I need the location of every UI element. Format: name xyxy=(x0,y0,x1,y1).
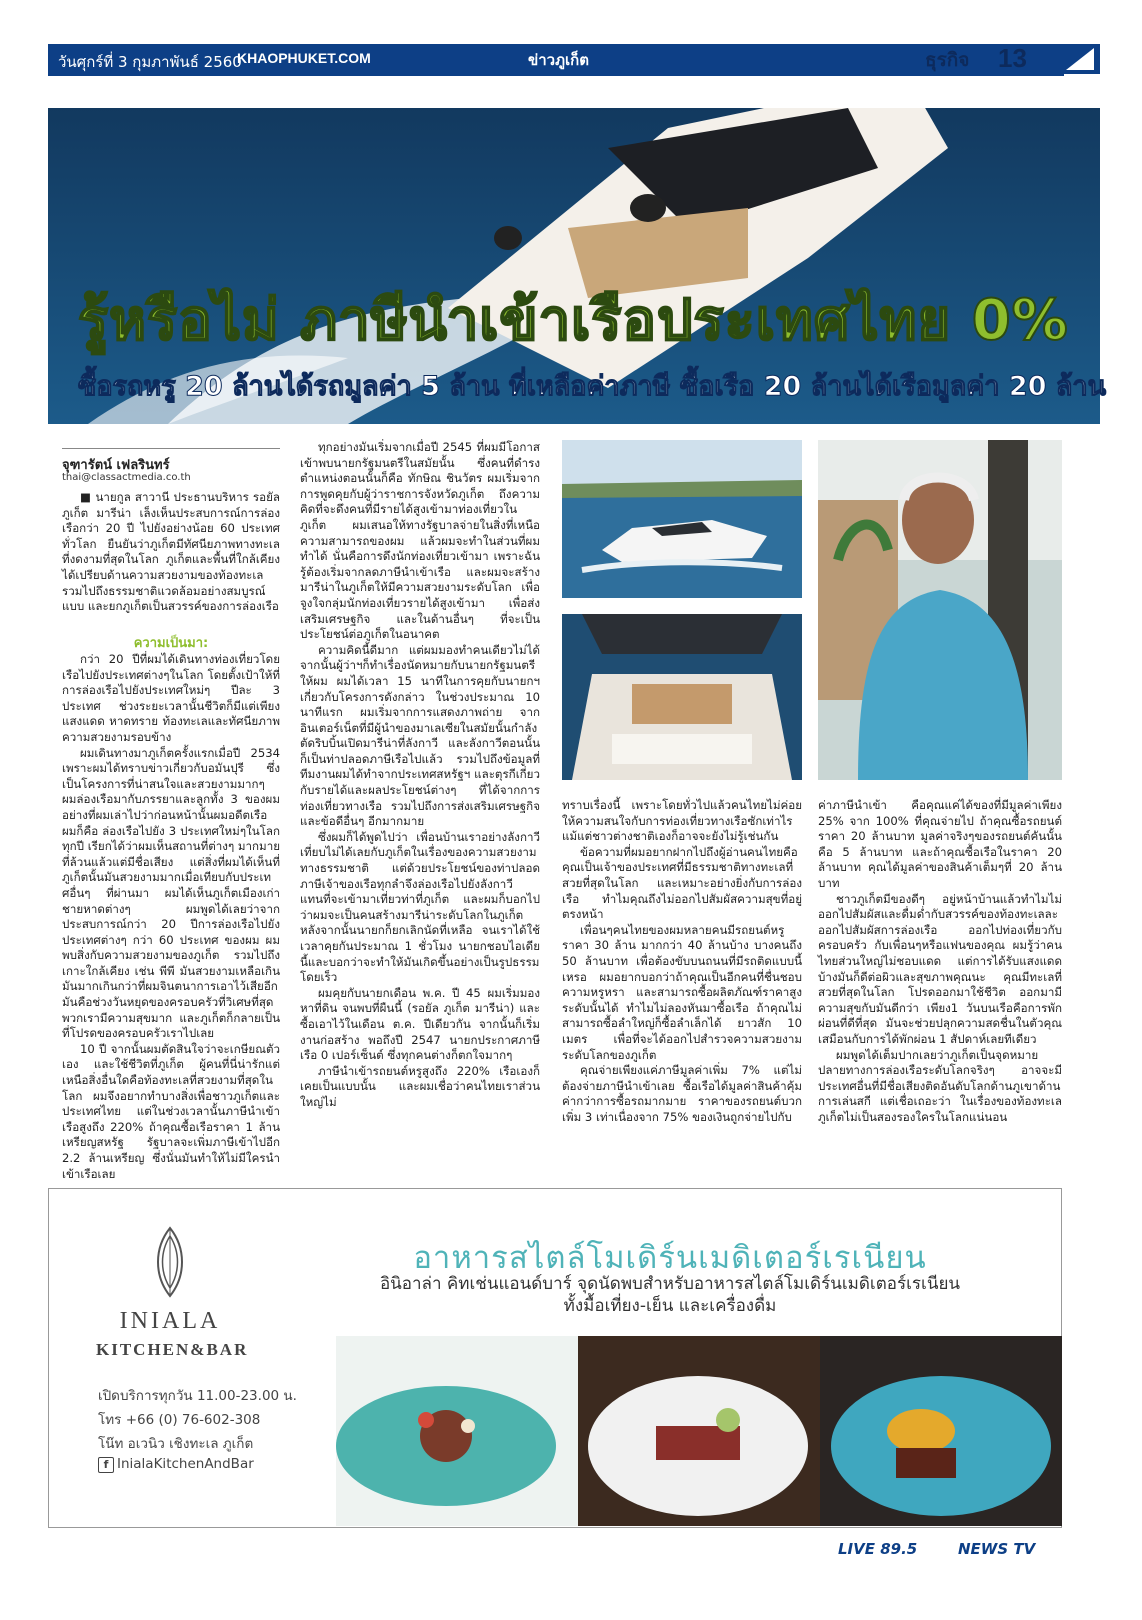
corner-arrow-icon xyxy=(1060,44,1100,74)
ad-description-line2: ทั้งมื้อเที่ยง-เย็น และเครื่องดื่ม xyxy=(563,1296,777,1316)
paragraph: ความคิดนี้ดีมาก แต่ผมมองทำคนเดียวไม่ได้ จากนั้นผู้ว่าฯก็ทำเรื่องนัดหมายกับนายกรัฐมนตรีให้ผม ผมได้เวลา 15 นาทีในการคุยกับนายกฯ เกี่ยวกับโครงการดังกล่าว ในช่วงประมาณ 10 นาทีแรก ผมเริ่มจากการแสดงภาพถ่าย จากอินเตอร์เน็ตที่มีผู้นำของมาเลเซียในสมัยนั้นกำลังตัดริบบิ้นเปิดมารีน่าที่ลังกาวี และลังกาวีตอนนั้นก็เป็นท่าปลอดภาษีเรือไปแล้ว รวมไปถึงข้อมูลที่ทีมงานผมได้ทำจากประเทศสหรัฐฯ และตุรกีเกี่ยวกับรายได้และผลประโยชน์ต่างๆ ที่ได้จากการท่องเที่ยวทางเรือ รวมไปถึงการส่งเสริมเศรษฐกิจและข้อดีอื่นๆ อีกมากมาย xyxy=(300,642,540,829)
ad-description: อินิอาล่า คิทเช่นแอนด์บาร์ จุดนัดพบสำหรับอาหารสไตล์โมเดิร์นเมดิเตอร์เรเนียน xyxy=(379,1274,961,1294)
facebook-icon: f xyxy=(98,1457,114,1473)
paragraph: ผมพูดได้เต็มปากเลยว่าภูเก็ตเป็นจุดหมายปลายทางการล่องเรือระดับโลกจริงๆ อาจจะมีประเทศอื่นที่มีชื่อเสียงติดอันดับโลกด้านภูเขาด้านการเล่นสกี แต่เชื่อเถอะว่า ในเรื่องของท้องทะเล ภูเก็ตไม่เป็นสองรองใครในโลกแน่นอน xyxy=(818,1047,1062,1124)
ad-facebook-handle: InialaKitchenAndBar xyxy=(117,1456,254,1472)
site-url[interactable]: KHAOPHUKET.COM xyxy=(237,50,371,66)
headline: รู้หรือไม่ ภาษีนำเข้าเรือประเทศไทย 0% xyxy=(78,288,1069,353)
section-name: ธุรกิจ xyxy=(925,49,970,71)
sub-headline: ซื้อรถหรู 20 ล้านได้รถมูลค่า 5 ล้าน ที่เหลือค่าภาษี ซื้อเรือ 20 ล้านได้เรือมูลค่า 20 ล้าน xyxy=(78,371,1107,402)
article-column-1 xyxy=(62,652,280,1182)
paragraph: เพื่อนๆคนไทยของผมหลายคนมีรถยนต์หรู ราคา 30 ล้าน มากกว่า 40 ล้านบ้าง บางคนถึง 50 ล้านบาท เพื่อต้องขับบนถนนที่มีรถติดแบบนี้ เหรอ ผมอยากบอกว่าถ้าคุณเป็นอีกคนที่ชื่นชอบความหรูหรา และสามารถซื้อผลิตภัณฑ์ราคาสูงระดับนั้นได้ ทำไมไม่ลองหันมาซื้อเรือ ถ้าคุณไม่สามารถซื้อลำใหญ่ก็ซื้อลำเล็กได้ ยาวสัก 10 เมตร เพื่อที่จะได้ออกไปสำรวจความสวยงามระดับโลกของภูเก็ต xyxy=(562,922,802,1062)
iniala-logo-icon xyxy=(140,1222,200,1302)
paragraph: ซึ่งผมก็ได้พูดไปว่า เพื่อนบ้านเราอย่างลังกาวีเที่ยบไม่ได้เลยกับภูเก็ตในเรื่องของความสวยงามทางธรรมชาติ แต่ด้วยประโยชน์ของท่าปลอดภาษีเจ้าของเรือทุกลำจึงล่องเรือไปยังลังกาวีแทนที่จะเข้ามาเที่ยวท่าที่ภูเก็ต และผมก็บอกไปว่าผมจะเป็นคนสร้างมารีน่าระดับโลกในภูเก็ต หลังจากนั้นนายกก็ยกเลิกนัดที่เหลือ จนเราได้ใช้เวลาคุยกันประมาณ 1 ชั่วโมง นายกชอบไอเดียนี้และบอกว่าจะทำให้มันเกิดขึ้นอย่างเป็นรูปธรรมโดยเร็ว xyxy=(300,829,540,985)
byline-rule xyxy=(62,448,280,449)
paragraph: 10 ปี จากนั้นผมตัดสินใจว่าจะเกษียณตัวเอง และใช้ชีวิตที่ภูเก็ต ผู้คนที่นี่น่ารักแต่เหนือสิ่งอื่นใดคือท้องทะเลที่สวยงามที่สุดในโลก ผมจึงอยากทำบางสิ่งเพื่อชาวภูเก็ตและประเทศไทย แต่ในช่วงเวลานั้นภาษีนำเข้าเรือสูงถึง 220% ถ้าคุณซื้อเรือราคา 1 ล้านเหรียญสหรัฐ รัฐบาลจะเพิ่มภาษีเข้าไปอีก 2.2 ล้านเหรียญ ซึ่งนั่นมันทำให้ไม่มีใครนำเข้าเรือเลย xyxy=(62,1041,280,1181)
ad-phone[interactable]: โทร +66 (0) 76-602-308 xyxy=(98,1412,261,1428)
author-email[interactable]: thai@classactmedia.co.th xyxy=(62,472,191,483)
footer-live-logo: LIVE 89.5 xyxy=(838,1540,918,1558)
paragraph: ผมคุยกับนายกเดือน พ.ค. ปี 45 ผมเริ่มมองหาที่ดิน จนพบที่ผืนนี้ (รอยัล ภูเก็ต มารีน่า) และซื้อเอาไว้ในเดือน ต.ค. ปีเดียวกัน จากนั้นก็เริ่มงานก่อสร้าง พอถึงปี 2547 นายกประกาศภาษีเรือ 0 เปอร์เซ็นต์ ซึ่งทุกคนต่างก็ตกใจมากๆ xyxy=(300,985,540,1063)
paragraph: กว่า 20 ปีที่ผมได้เดินทางท่องเที่ยวโดยเรือไปยังประเทศต่างๆในโลก โดยตั้งเป้าให้ที่การล่องเรือไปยังประเทศใหม่ๆ ปีละ 3 ประเทศ ช่วงระยะเวลานั้นชีวิตก็มีแต่เพียงแสงแดด หาดทราย ท้องทะเลและทัศนียภาพความสวยงามรอบข้าง xyxy=(62,652,280,744)
article-intro xyxy=(62,490,280,615)
paragraph: ภาษีนำเข้ารถยนต์หรูสูงถึง 220% เรือเองก็เคยเป็นแบบนั้น และผมเชื่อว่าคนไทยเราส่วนใหญ่ไม่ xyxy=(300,1063,540,1109)
subheading: ความเป็นมา: xyxy=(133,636,209,651)
paragraph: ค่าภาษีนำเข้า คือคุณแค่ได้ของที่มีมูลค่าเพียง 25% จาก 100% ที่คุณจ่ายไป ถ้าคุณซื้อรถยนต์ ราคา 20 ล้านบาท มูลค่าจริงๆของรถยนต์คันนั้น คือ 5 ล้านบาท และถ้าคุณซื้อเรือในราคา 20 ล้านบาท คุณได้มูลค่าของสินค้าเต็มๆที่ 20 ล้านบาท xyxy=(818,798,1062,890)
paragraph: ชาวภูเก็ตมีของดีๆ อยู่หน้าบ้านแล้วทำไมไม่ออกไปสัมผัสและดื่มด่ำกับสวรรค์ของท้องทะเลละ ออกไปสัมผัสการล่องเรือ ออกไปท่องเที่ยวกับครอบครัว กับเพื่อนๆหรือแฟนของคุณ ผมรู้ว่าคนไทยส่วนใหญ่ไม่ชอบแดด แต่การได้รับแสงแดดบ้างมันก็ดีต่อผิวและสุขภาพคุณนะ คุณมีทะเลที่สวยที่สุดในโลก โปรดออกมาใช้ชีวิต ออกมามีความสุขกับมันดีกว่า เพียง1 วันบนเรือคือการพักผ่อนที่ดีที่สุด มันจะช่วยปลุกความสดชื่นในตัวคุณเสมือนกับการได้พักผ่อน 1 สัปดาห์เลยทีเดียว xyxy=(818,891,1062,1046)
paragraph: ผมเดินทางมาภูเก็ตครั้งแรกเมื่อปี 2534 เพราะผมได้ทราบข่าวเกี่ยวกับอมันปุรี ซึ่งเป็นโครงการที่น่าสนใจและสวยงามมากๆ ผมล่องเรือมากับภรรยาและลูกทั้ง 3 ของผม อย่างที่ผมเล่าไปว่าก่อนหน้านั้นผมอดีตเรือผมก็คือ ล่องเรือไปยัง 3 ประเทศใหม่ๆในโลกทุกปี เรียกได้ว่าผมเห็นสถานที่ต่างๆ มากมายที่ล้วนแล้วแต่มีชื่อเสียง แต่สิ่งที่ผมได้เห็นที่ภูเก็ตนั้นมันสวยงามมากเมื่อเทียบกับประเทศอื่นๆ ที่ผ่านมา ผมได้เห็นภูเก็ตเมืองเก่า ชายหาดต่างๆ ผมพูดได้เลยว่าจากประสบการณ์กว่า 20 ปีการล่องเรือไปยังประเทศต่างๆ กว่า 60 ประเทศ ของผม ผมพบสิ่งกับความสวยงามของภูเก็ต รวมไปถึงเกาะใกล้เคียง เช่น พีพี มันสวยงามเหลือเกิน มันมากเกินกว่าที่ผมจินตนาการเอาไว้เสียอีก มันคือช่วงวันหยุดของครอบครัวที่วิเศษที่สุด พวกเรามีความสุขมาก และภูเก็ตก็กลายเป็น ที่โปรดของครอบครัวเราไปเลย xyxy=(62,745,280,1041)
yacht-deck-photo xyxy=(562,614,802,780)
paragraph: ทราบเรื่องนี้ เพราะโดยทั่วไปแล้วคนไทยไม่ค่อยให้ความสนใจกับการท่องเที่ยวทางเรือซักเท่าไร แม้แต่ชาวต่างชาติเองก็อาจจะยังไม่รู้เช่นกัน xyxy=(562,798,802,844)
page-number: 13 xyxy=(998,43,1027,73)
paragraph: คุณจ่ายเพียงแค่ภาษีมูลค่าเพิ่ม 7% แต่ไม่ต้องจ่ายภาษีนำเข้าเลย ซื้อเรือได้มูลค่าสินค้าคุ้มค่ากว่าการซื้อรถมากมาย ราคาของรถยนต์บวกเพิ่ม 3 เท่าเนื่องจาก 75% ของเงินถูกจ่ายไปกับ xyxy=(562,1063,802,1124)
paragraph: ทุกอย่างมันเริ่มจากเมื่อปี 2545 ที่ผมมีโอกาสเข้าพบนายกรัฐมนตรีในสมัยนั้น ซึ่งคนที่ดำรงตำแหน่งตอนนั้นก็คือ ทักษิณ ชินวัตร ผมเริ่มจากการพูดคุยกับผู้ว่าราชการจังหวัดภูเก็ต ถึงความคิดที่จะดึงคนที่มีรายได้สูงเข้ามาท่องเที่ยวในภูเก็ต ผมเสนอให้ทางรัฐบาลจ่ายในสิ่งที่เหนือความสามารถของผม แล้วผมจะทำในส่วนที่ผมทำได้ นั่นคือการดึงนักท่องเที่ยวเข้ามา เพราะฉันรู้ต้องเริ่มจากลดภาษีนำเข้าเรือ และผมจะสร้างมารีน่าในภูเก็ตให้มีความสวยงามระดับโลก เพื่อจูงใจกลุ่มนักท่องเที่ยวรายได้สูงเข้ามา เพื่อส่งเสริมเศรษฐกิจ และในด้านอื่นๆ ที่จะเป็นประโยชน์ต่อภูเก็ตในอนาคต xyxy=(300,440,540,642)
intro-paragraph: ■ นายกูล สาวานี ประธานบริหาร รอยัล ภูเก็ต มารีน่า เล็งเห็นประสบการณ์การล่องเรือกว่า 20 ปี ไปยังอย่างน้อย 60 ประเทศทั่วโลก ยืนยันว่าภูเก็ตมีทัศนียภาพทางทะเลที่งดงามที่สุดในโลก ภูเก็ตและพื้นที่ใกล้เคียง ได้เปรียบด้านความสวยงามของท้องทะเล รวมไปถึงธรรมชาติแวดล้อมอย่างสมบูรณ์แบบ และยกภูเก็ตเป็นสวรรค์ของการล่องเรือ xyxy=(62,490,280,614)
author-name: จุฑารัตน์ เฟลรินทร์ xyxy=(62,458,170,473)
footer-news-logo: NEWS TV xyxy=(958,1540,1036,1558)
newspaper-logo: ข่าวภูเก็ต xyxy=(528,51,589,69)
paragraph: ข้อความที่ผมอยากฝากไปถึงผู้อ่านคนไทยคือ คุณเป็นเจ้าของประเทศที่มีธรรมชาติทางทะเลที่สวยที่สุดในโลก และเหมาะอย่างยิ่งกับการล่องเรือ ทำไมคุณถึงไม่ออกไปสัมผัสความสุขที่อยู่ตรงหน้า xyxy=(562,844,802,922)
portrait-photo xyxy=(818,440,1062,780)
article-column-4 xyxy=(818,798,1062,1125)
article-column-3 xyxy=(562,798,802,1125)
ad-food-photos xyxy=(336,1336,1062,1526)
ad-brand-name: INIALA xyxy=(119,1308,221,1334)
ad-headline: อาหารสไตล์โมเดิร์นเมดิเตอร์เรเนียน xyxy=(413,1240,927,1276)
yacht-cruising-photo xyxy=(562,440,802,598)
article-column-2 xyxy=(300,440,540,1111)
ad-brand-subtitle: KITCHEN&BAR xyxy=(96,1340,249,1359)
issue-date: วันศุกร์ที่ 3 กุมภาพันธ์ 2560 xyxy=(58,53,242,71)
ad-opening-hours: เปิดบริการทุกวัน 11.00-23.00 น. xyxy=(98,1388,297,1404)
ad-facebook[interactable] xyxy=(98,1456,254,1473)
ad-location: โน๊ท อเวนิว เชิงทะเล ภูเก็ต xyxy=(98,1436,254,1452)
